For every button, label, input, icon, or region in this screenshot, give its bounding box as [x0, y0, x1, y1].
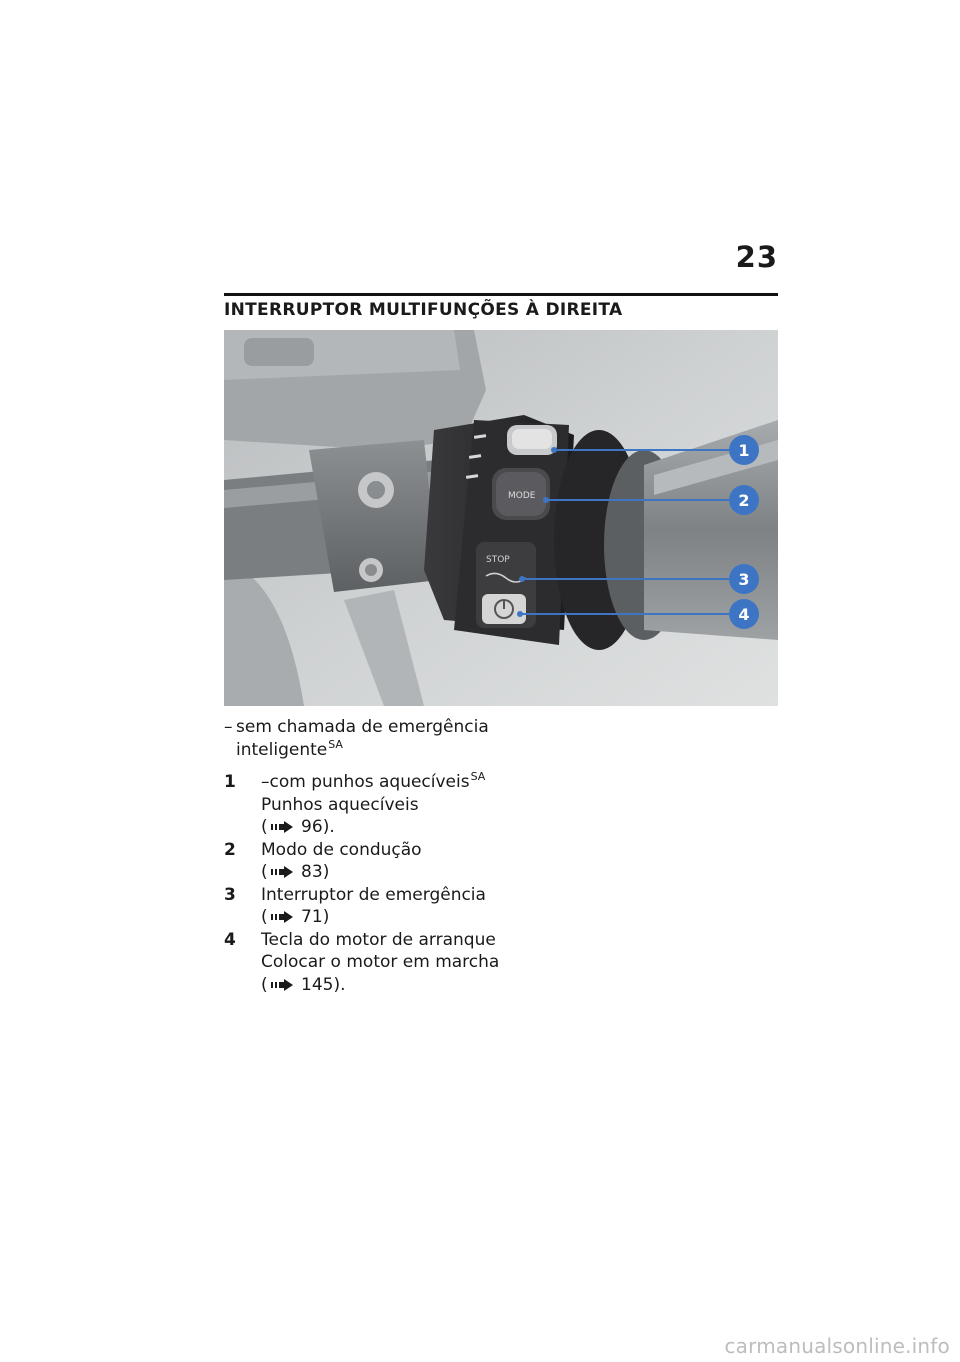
mode-button-label: MODE	[508, 491, 536, 501]
svg-text:1: 1	[738, 441, 750, 460]
svg-text:4: 4	[738, 605, 750, 624]
legend-sub-text: Colocar o motor em marcha ( 145).	[261, 952, 500, 995]
page-number: 23	[735, 240, 778, 274]
callout-1	[729, 435, 759, 465]
legend-item-1	[224, 771, 524, 839]
legend-item-3	[224, 884, 524, 929]
legend-number: 4	[224, 929, 236, 950]
note-dash: –	[224, 717, 233, 737]
legend-text: Tecla do motor de arranque	[261, 929, 496, 950]
callout-3	[729, 564, 759, 594]
legend-text: Punhos aquecíveis	[261, 794, 419, 815]
svg-text:2: 2	[738, 491, 750, 510]
legend-sub-note: –com punhos aquecíveis$^{SA}$	[261, 770, 486, 792]
callout-2	[729, 485, 759, 515]
section-title: INTERRUPTOR MULTIFUNÇÕES À DIREITA	[224, 300, 623, 320]
legend-text: Interruptor de emergência	[261, 884, 486, 905]
legend-number: 2	[224, 839, 236, 860]
equipment-note	[224, 716, 524, 761]
legend-column	[224, 716, 524, 996]
page-reference-arrow-icon	[270, 979, 294, 991]
page-reference[interactable]: ( 71)	[261, 907, 330, 927]
page-reference-arrow-icon	[270, 821, 294, 833]
svg-text:3: 3	[738, 570, 750, 589]
page-reference[interactable]: ( 96).	[261, 817, 335, 837]
page-reference-arrow-icon	[270, 911, 294, 923]
sa-badge: SA	[328, 737, 343, 751]
stop-switch-label: STOP	[486, 555, 510, 565]
legend-item-4	[224, 929, 524, 997]
legend-number: 3	[224, 884, 236, 905]
legend-number: 1	[224, 772, 236, 792]
legend-text: Modo de condução	[261, 839, 422, 860]
legend-item-2	[224, 839, 524, 884]
handlebar-switch-photo	[224, 330, 778, 706]
watermark: carmanualsonline.info	[724, 1334, 950, 1358]
title-rule	[224, 293, 778, 296]
callout-4	[729, 599, 759, 629]
sa-badge: SA	[470, 770, 486, 783]
legend-sub-text: com punhos aquecíveis	[269, 772, 470, 792]
page-reference[interactable]: ( 145).	[261, 974, 346, 995]
page-reference[interactable]: ( 83)	[261, 862, 330, 882]
note-text: sem chamada de emergência inteligente	[236, 717, 489, 760]
legend-list	[224, 771, 524, 996]
page-reference-arrow-icon	[270, 866, 294, 878]
